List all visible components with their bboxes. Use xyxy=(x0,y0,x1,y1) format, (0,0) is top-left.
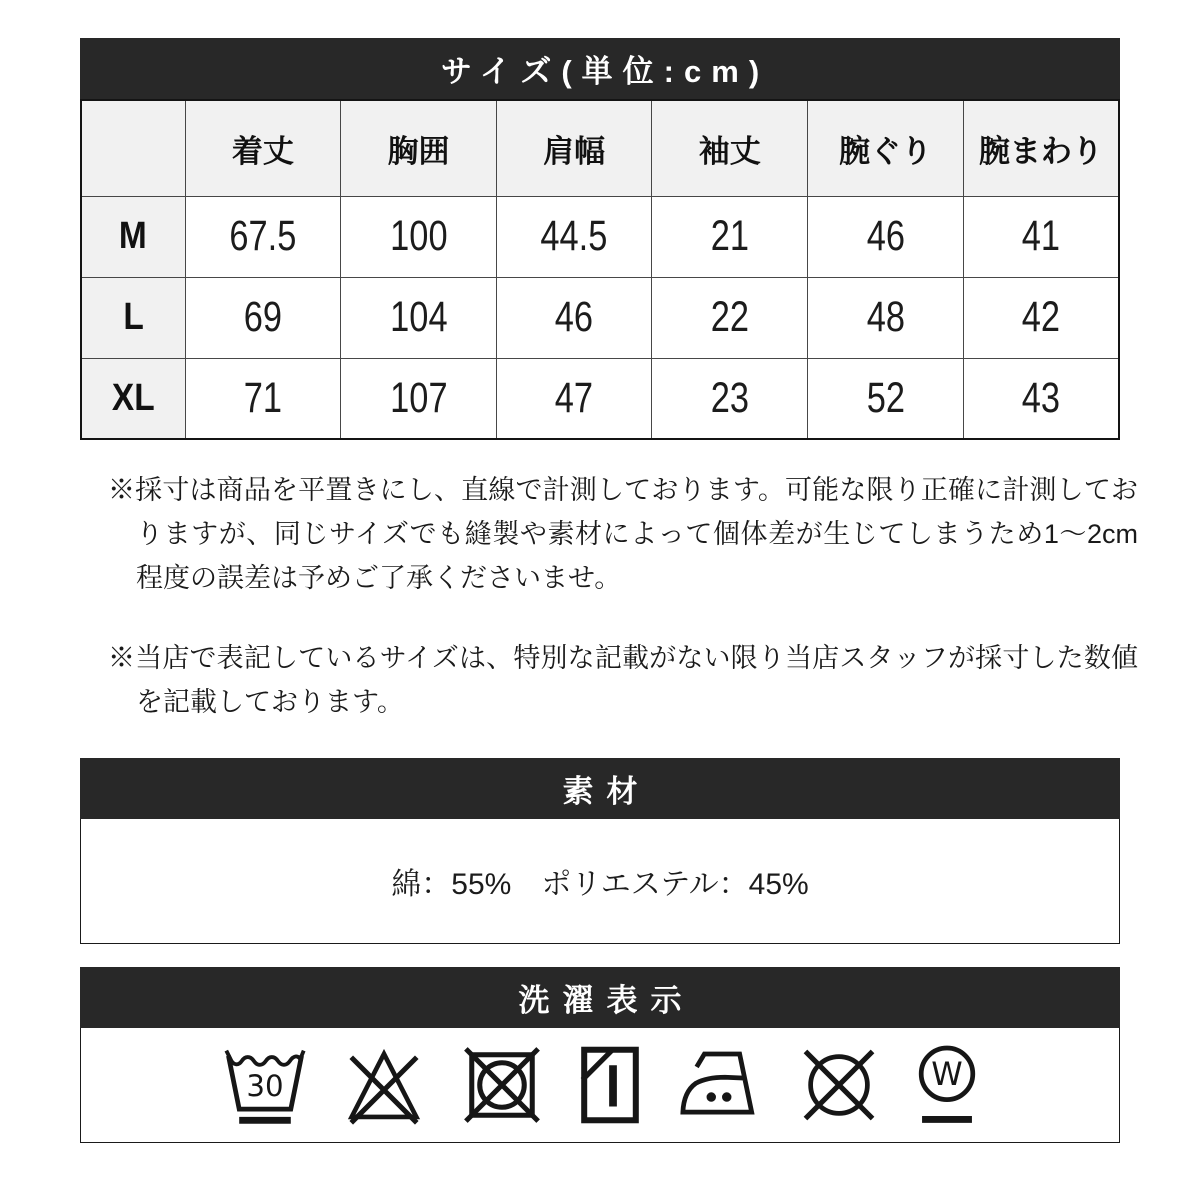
size-row-label: L xyxy=(81,277,185,358)
material-content xyxy=(81,819,1119,943)
size-table-corner-cell xyxy=(81,100,185,196)
svg-text:W: W xyxy=(931,1055,963,1093)
size-table-header-row xyxy=(81,100,1119,196)
size-row xyxy=(81,196,1119,277)
size-value-cell: 104 xyxy=(341,277,497,358)
size-value-cell: 41 xyxy=(963,196,1119,277)
sizing-policy-note: ※当店で表記しているサイズは、特別な記載がない限り当店スタッフが採寸した数値を記載しております。 xyxy=(108,643,1138,717)
size-value-cell: 69 xyxy=(185,277,341,358)
size-column-header: 腕まわり xyxy=(963,100,1119,196)
size-row xyxy=(81,358,1119,439)
no-dry-clean-icon xyxy=(796,1042,882,1128)
material-section xyxy=(80,758,1120,944)
size-value-cell: 47 xyxy=(496,358,652,439)
size-value-cell: 52 xyxy=(808,358,964,439)
size-column-header: 肩幅 xyxy=(496,100,652,196)
size-table-title-bar xyxy=(80,38,1120,99)
material-composition: 綿：55% ポリエステル：45% xyxy=(391,868,809,901)
size-value-cell: 46 xyxy=(496,277,652,358)
no-tumble-dry-icon xyxy=(460,1042,544,1128)
care-icons-row xyxy=(81,1028,1119,1142)
size-row-label: XL xyxy=(81,358,185,439)
size-section xyxy=(80,38,1120,440)
material-title-bar xyxy=(80,758,1120,819)
size-table xyxy=(80,99,1120,440)
wet-clean-gentle-icon xyxy=(916,1042,978,1128)
size-column-header: 着丈 xyxy=(185,100,341,196)
care-section xyxy=(80,967,1120,1143)
size-table-title: サイズ(単位:cm) xyxy=(440,54,770,89)
size-row xyxy=(81,277,1119,358)
care-title: 洗濯表示 xyxy=(518,983,695,1018)
svg-text:30: 30 xyxy=(246,1069,284,1104)
size-value-cell: 107 xyxy=(341,358,497,439)
no-bleach-icon xyxy=(342,1041,426,1129)
material-title: 素材 xyxy=(562,774,651,809)
shade-drip-dry-icon xyxy=(578,1042,642,1128)
measurement-note: ※採寸は商品を平置きにし、直線で計測しております。可能な限り正確に計測しておりますが、同じサイズでも縫製や素材によって個体差が生じてしまうため1〜2cm程度の誤差は予めご了承くださいませ。 xyxy=(108,475,1138,593)
size-value-cell: 71 xyxy=(185,358,341,439)
size-value-cell: 42 xyxy=(963,277,1119,358)
size-value-cell: 44.5 xyxy=(496,196,652,277)
size-table-body xyxy=(81,196,1119,439)
size-value-cell: 21 xyxy=(652,196,808,277)
size-column-header: 胸囲 xyxy=(341,100,497,196)
wash-30-gentle-icon xyxy=(222,1041,308,1129)
size-value-cell: 43 xyxy=(963,358,1119,439)
size-value-cell: 23 xyxy=(652,358,808,439)
size-value-cell: 22 xyxy=(652,277,808,358)
size-row-label: M xyxy=(81,196,185,277)
size-value-cell: 48 xyxy=(808,277,964,358)
size-column-header: 腕ぐり xyxy=(808,100,964,196)
size-value-cell: 46 xyxy=(808,196,964,277)
iron-medium-heat-icon xyxy=(676,1042,762,1128)
size-column-header: 袖丈 xyxy=(652,100,808,196)
care-title-bar xyxy=(80,967,1120,1028)
size-value-cell: 100 xyxy=(341,196,497,277)
size-value-cell: 67.5 xyxy=(185,196,341,277)
